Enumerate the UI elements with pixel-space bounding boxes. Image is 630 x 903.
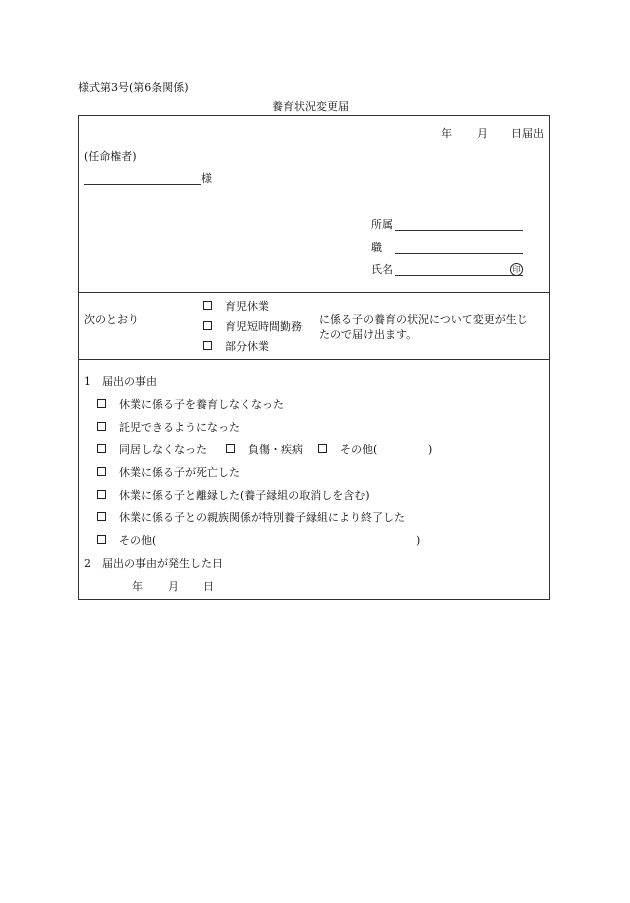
reason-other-close: ) (416, 534, 421, 547)
reason-other-open: その他( (119, 534, 157, 547)
reason-cohab-other-close: ) (428, 443, 433, 456)
name-field[interactable] (395, 275, 523, 276)
date-day-submit: 日届出 (511, 127, 544, 140)
checkbox-other[interactable] (97, 535, 106, 544)
date-month: 月 (477, 127, 488, 140)
option-bubun-kyugyo: 部分休業 (225, 340, 269, 353)
form-title: 養育状況変更届 (272, 100, 349, 113)
appointer-label: (任命権者) (84, 150, 137, 163)
reason-2: 託児できるようになった (119, 421, 240, 434)
form-box (78, 115, 550, 600)
affiliation-label: 所属 (371, 218, 393, 231)
form-number: 様式第3号(第6条関係) (78, 81, 189, 94)
checkbox-reason-5[interactable] (97, 512, 106, 521)
checkbox-bubun-kyugyo[interactable] (203, 341, 212, 350)
intro-trailing-line2: たので届け出ます。 (319, 328, 418, 341)
option-ikuji-kyugyo: 育児休業 (225, 300, 269, 313)
checkbox-injury[interactable] (226, 444, 235, 453)
section2-heading: 2 届出の事由が発生した日 (84, 557, 223, 570)
position-label: 職 (371, 241, 382, 254)
checkbox-reason-1[interactable] (97, 399, 106, 408)
reason-cohab-other-open: その他( (340, 443, 378, 456)
intro-lead: 次のとおり (84, 313, 139, 326)
position-field[interactable] (395, 253, 523, 254)
appointer-underline[interactable] (84, 184, 201, 185)
checkbox-reason-2[interactable] (97, 422, 106, 431)
checkbox-cohab[interactable] (97, 444, 106, 453)
divider-1 (79, 292, 549, 293)
reason-injury: 負傷・疾病 (248, 443, 303, 456)
occurrence-month: 月 (168, 580, 179, 593)
option-ikuji-tanjikan: 育児短時間勤務 (225, 320, 302, 333)
affiliation-field[interactable] (395, 230, 523, 231)
intro-trailing-line1: に係る子の養育の状況について変更が生じ (319, 313, 528, 326)
name-label: 氏名 (371, 263, 393, 276)
reason-cohab: 同居しなくなった (119, 443, 207, 456)
seal-mark: 印 (510, 263, 523, 276)
reason-4: 休業に係る子と離縁した(養子縁組の取消しを含む) (119, 489, 370, 502)
reason-5: 休業に係る子との親族関係が特別養子縁組により終了した (119, 511, 405, 524)
reason-1: 休業に係る子を養育しなくなった (119, 398, 284, 411)
checkbox-reason-4[interactable] (97, 490, 106, 499)
occurrence-day: 日 (203, 580, 214, 593)
reason-3: 休業に係る子が死亡した (119, 466, 240, 479)
divider-2 (79, 359, 549, 360)
section1-heading: 1 届出の事由 (84, 375, 157, 388)
checkbox-ikuji-kyugyo[interactable] (203, 301, 212, 310)
checkbox-ikuji-tanjikan[interactable] (203, 321, 212, 330)
sama-label: 様 (201, 172, 212, 185)
occurrence-year: 年 (132, 580, 143, 593)
checkbox-reason-3[interactable] (97, 467, 106, 476)
date-year: 年 (441, 127, 452, 140)
checkbox-cohab-other[interactable] (318, 444, 327, 453)
